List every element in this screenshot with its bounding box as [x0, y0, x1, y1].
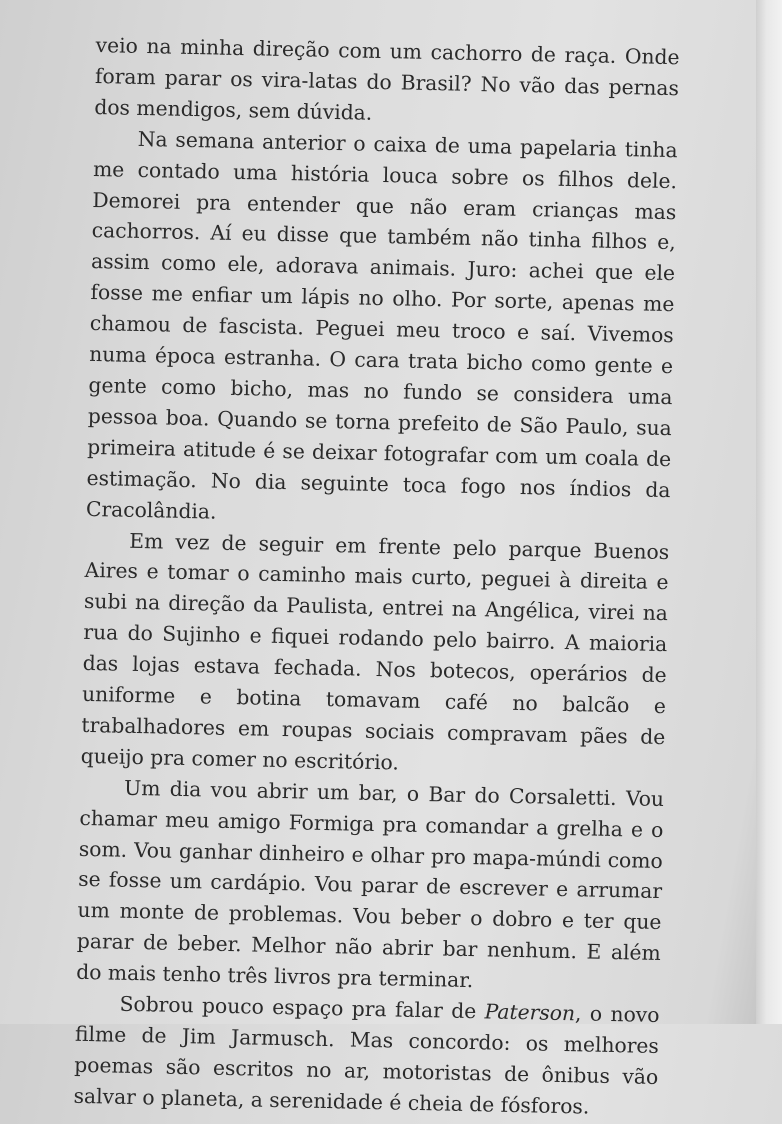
paragraph-5-text-end: , o novo filme de Jim Jarmusch. Mas concordo: os melhores poemas são escritos no ar, motoristas de ônibus vão salvar o planeta, a serenidade é cheia de fósforos.	[73, 1001, 660, 1119]
page-edge	[756, 0, 782, 1024]
paragraph-3: Em vez de seguir em frente pelo parque Buenos Aires e tomar o caminho mais curto, peguei à direita e subi na direção da Paulista, entrei na Angélica, virei na rua do Sujinho e fiquei rodando pelo bairro. A maioria das lojas estava fechada. Nos botecos, operários de uniforme e botina tomavam café no balcão e trabalhadores em roupas sociais compravam pães de queijo pra comer no escritório.	[80, 528, 670, 775]
book-page-text	[73, 30, 680, 1124]
paragraph-1: veio na minha direção com um cachorro de raça. Onde foram parar os vira-latas do Brasil? No vão das pernas dos mendigos, sem dúvida.	[94, 32, 680, 125]
paragraph-5	[73, 988, 659, 1124]
paragraph-5-text-start: Sobrou pouco espaço pra falar de	[119, 991, 485, 1024]
paragraph-2: Na semana anterior o caixa de uma papelaria tinha me contado uma história louca sobre os filhos dele. Demorei pra entender que não eram crianças mas cachorros. Aí eu disse que também não tinha filhos e, assim como ele, adorava animais. Juro: achei que ele fosse me enfiar um lápis no olho. Por sorte, apenas me chamou de fascista. Peguei meu troco e saí. Vivemos numa época estranha. O cara trata bicho como gente e gente como bicho, mas no fundo se considera uma pessoa boa. Quando se torna prefeito de São Paulo, sua primeira atitude é se deixar fotografar com um coala de estimação. No dia seguinte toca fogo nos índios da Cracolândia.	[85, 126, 678, 524]
paragraph-4: Um dia vou abrir um bar, o Bar do Corsaletti. Vou chamar meu amigo Formiga pra comandar a grelha e o som. Vou ganhar dinheiro e olhar pro mapa-múndi como se fosse um cardápio. Vou parar de escrever e arrumar um monte de problemas. Vou beber o dobro e ter que parar de beber. Melhor não abrir bar nenhum. E além do mais tenho três livros pra terminar.	[76, 775, 665, 993]
film-title: Paterson	[484, 999, 576, 1026]
